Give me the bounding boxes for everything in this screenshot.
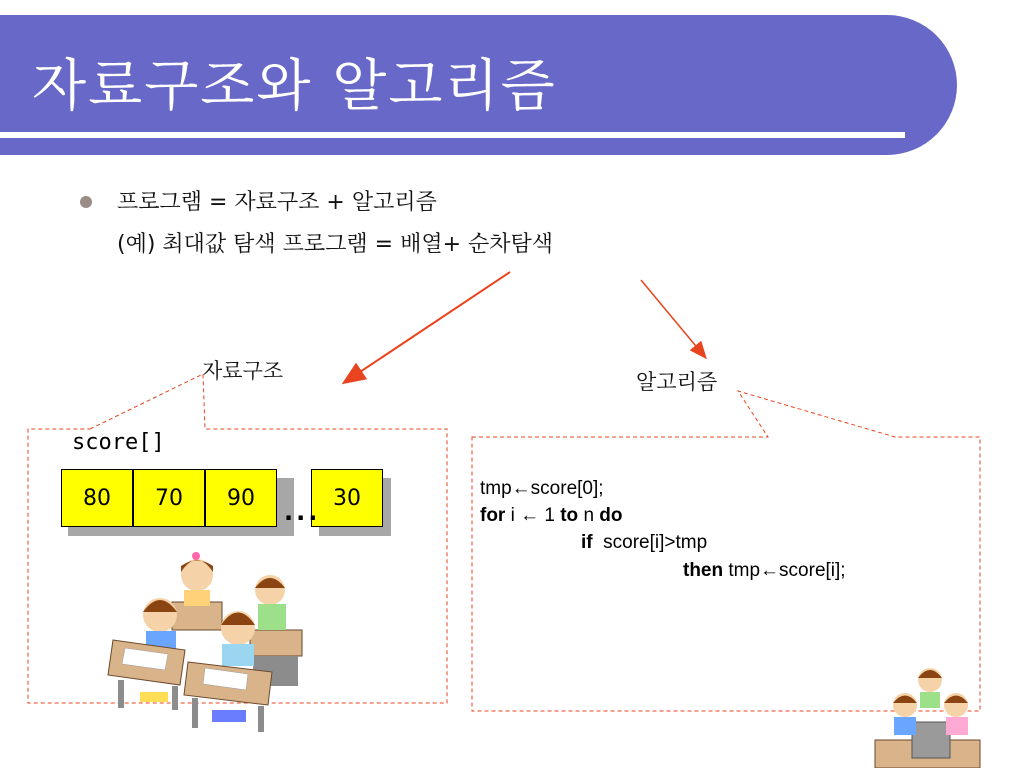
array-name: score[] (72, 430, 165, 455)
code-line-3: if score[i]>tmp (581, 532, 708, 553)
array-cell: 70 (133, 469, 205, 527)
classroom-students-clipart (108, 552, 302, 732)
arrow-to-data-structure (345, 272, 510, 382)
data-structure-label: 자료구조 (202, 359, 284, 383)
example-text: (예) 최대값 탐색 프로그램 = 배열+ 순차탐색 (117, 232, 554, 257)
code-line-2: for i ← 1 to n do (480, 505, 623, 526)
array-cell: 90 (205, 469, 277, 527)
students-computer-clipart (875, 668, 980, 768)
algorithm-callout-box (472, 391, 980, 711)
algorithm-label: 알고리즘 (636, 370, 718, 394)
slide-title: 자료구조와 알고리즘 (32, 54, 557, 119)
code-line-1: tmp←score[0]; (480, 478, 604, 499)
code-line-4: then tmp←score[i]; (683, 560, 846, 581)
array-ellipsis: ... (284, 498, 321, 526)
array-cell: 80 (61, 469, 133, 527)
bullet-text: 프로그램 = 자료구조 + 알고리즘 (117, 190, 437, 215)
array-cell: 30 (311, 469, 383, 527)
arrow-to-algorithm (641, 280, 705, 357)
